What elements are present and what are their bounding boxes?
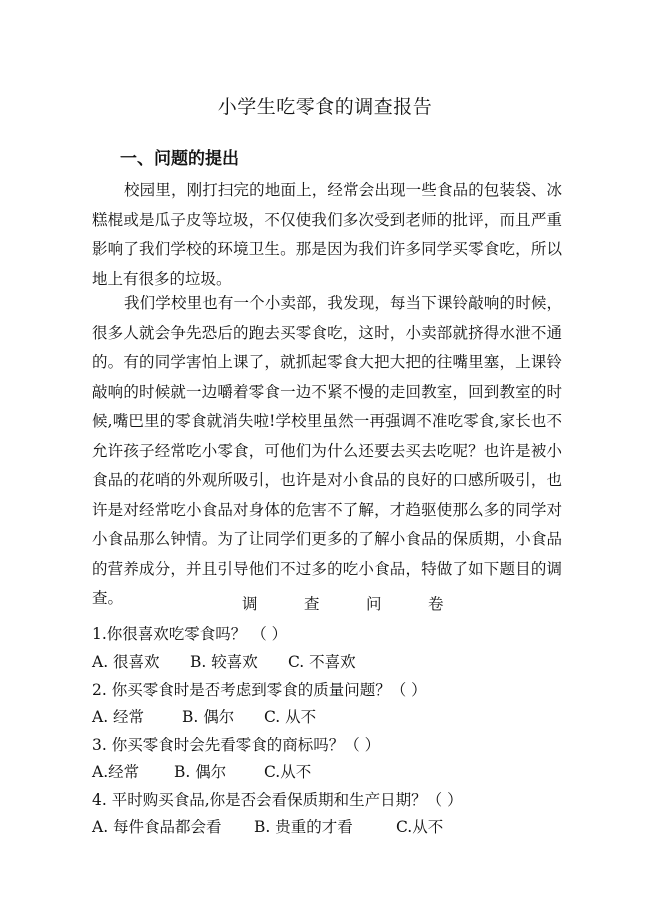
option-c: C.从不 (264, 763, 312, 781)
option-b: B. 贵重的才看 (254, 818, 353, 836)
option-b: B. 较喜欢 (190, 653, 258, 671)
question-4-options (92, 815, 443, 837)
question-2: 2. 你买零食时是否考虑到零食的质量问题？（ ） (92, 681, 427, 699)
question-3-options (92, 760, 311, 782)
survey-title (242, 592, 490, 614)
question-3: 3. 你买零食时会先看零食的商标吗？（ ） (92, 736, 381, 754)
option-a: A. 经常 (92, 708, 145, 726)
survey-title-char: 卷 (428, 595, 444, 613)
survey-title-char: 调 (242, 595, 258, 613)
survey-title-char: 问 (366, 595, 382, 613)
question-4: 4. 平时购买食品,你是否会看保质期和生产日期？（ ） (92, 791, 463, 809)
question-2-options (92, 705, 316, 727)
option-a: A. 很喜欢 (92, 653, 160, 671)
section-heading: 一、问题的提出 (120, 149, 239, 169)
paragraph-body: 我们学校里也有一个小卖部，我发现，每当下课铃敲响的时候，很多人就会争先恐后的跑去买零食吃，这时，小卖部就挤得水泄不通的。有的同学害怕上课了，就抓起零食大把大把的往嘴里塞，上课铃敲响的时候就一边嚼着零食一边不紧不慢的走回教室，回到教室的时候,嘴巴里的零食就消失啦!学校里虽然一再强调不准吃零食,家长也不允许孩子经常吃小零食，可他们为什么还要去买去吃呢？也许是被小食品的花哨的外观所吸引，也许是对小食品的良好的口感所吸引，也许是对经常吃小食品对身体的危害不了解，才趋驱使那么多的同学对小食品那么钟情。为了让同学们更多的了解小食品的保质期，小食品的营养成分，并且引导他们不过多的吃小食品，特做了如下题目的调查。 (92, 294, 562, 607)
option-c: C. 从不 (264, 708, 317, 726)
option-b: B. 偶尔 (174, 763, 227, 781)
option-c: C. 不喜欢 (288, 653, 356, 671)
survey-title-char: 查 (304, 595, 320, 613)
document-title: 小学生吃零食的调查报告 (217, 96, 433, 118)
question-1-options (92, 650, 356, 672)
option-b: B. 偶尔 (182, 708, 235, 726)
paragraph-intro: 校园里，刚打扫完的地面上，经常会出现一些食品的包装袋、冰糕棍或是瓜子皮等垃圾，不仅使我们多次受到老师的批评，而且严重影响了我们学校的环境卫生。那是因为我们许多同学买零食吃，所以地上有很多的垃圾。 (92, 181, 562, 288)
option-a: A. 每件食品都会看 (92, 818, 222, 836)
question-1: 1.你很喜欢吃零食吗？ （ ） (92, 625, 288, 643)
option-c: C.从不 (396, 818, 444, 836)
option-a: A.经常 (92, 763, 140, 781)
